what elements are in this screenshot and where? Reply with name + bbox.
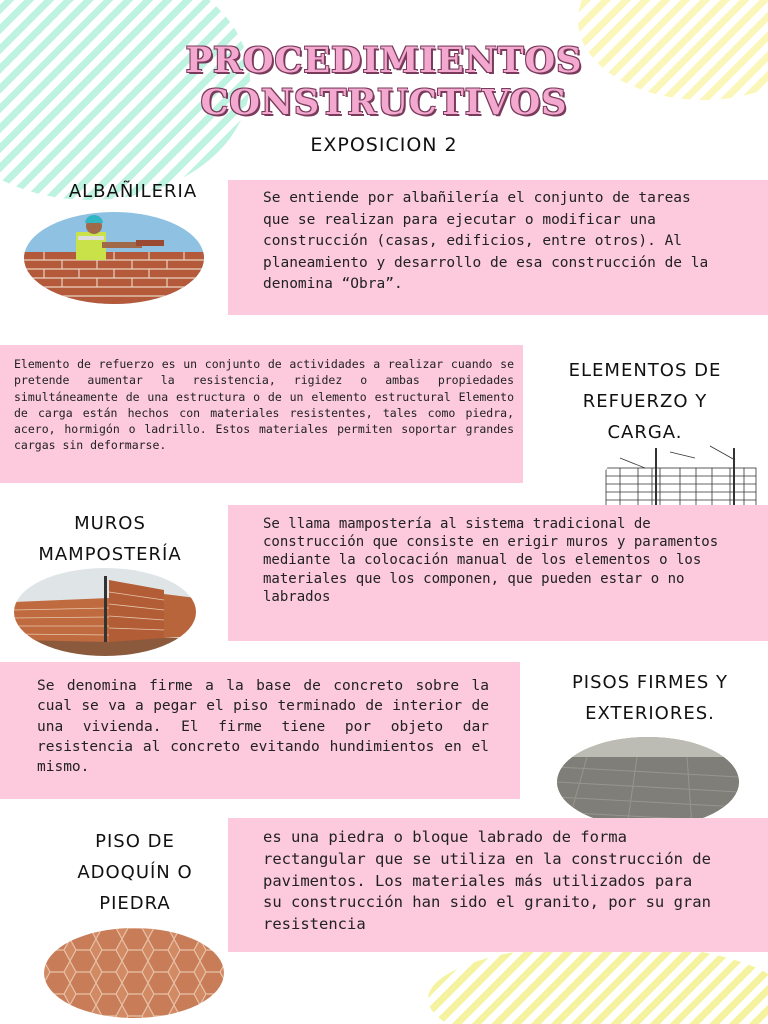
heading-elementos: ELEMENTOS DE REFUERZO Y CARGA.: [568, 360, 722, 443]
paving-stone-photo: [44, 928, 224, 1018]
text-pisos: Se denomina firme a la base de concreto sobre la cual se va a pegar el piso terminado de interior de una vivienda. El firme tiene por objeto dar resistencia al concreto evitando hundimientos en el mismo.: [37, 678, 489, 776]
page-title-line-1: PROCEDIMIENTOS: [185, 40, 583, 81]
text-muros: Se llama mampostería al sistema tradicional de construcción que consiste en erigir muros y paramentos mediante la colocación manual de los elementos o los materiales que los componen, que pueden estar o no labrados: [263, 516, 719, 605]
concrete-floor-photo: [557, 737, 739, 827]
text-albanileria: Se entiende por albañilería el conjunto de tareas que se realizan para ejecutar o modificar una construcción (casas, edificios, entre otros). Al planeamiento y desarrollo de esa construcción de la denomina “Obra”.: [263, 190, 709, 292]
masonry-wall-photo: [14, 568, 196, 656]
page-title-line-2: CONSTRUCTIVOS: [200, 82, 568, 123]
heading-adoquin: PISO DE ADOQUÍN O PIEDRA: [77, 831, 193, 914]
heading-muros: MUROS MAMPOSTERÍA: [38, 513, 182, 565]
heading-albanileria: ALBAÑILERIA: [68, 181, 198, 202]
heading-pisos: PISOS FIRMES Y EXTERIORES.: [571, 672, 729, 724]
bricklayer-photo: [24, 212, 204, 304]
text-elementos: Elemento de refuerzo es un conjunto de actividades a realizar cuando se pretende aumentar la resistencia, rigidez o ambas propiedades simultáneamente de una estructura o de un elemento estructural Elemento de carga están hechos con materiales resistentes, tales como piedra, acero, hormigón o ladrillo. Estos materiales permiten soportar grandes cargas sin deformarse.: [14, 357, 514, 453]
decorative-stripes-yellow-bottom: [428, 944, 768, 1024]
page-subtitle: EXPOSICION 2: [310, 134, 458, 156]
text-adoquin: es una piedra o bloque labrado de forma rectangular que se utiliza en la construcción de pavimentos. Los materiales más utilizados para su construcción han sido el granito, por su gran resistencia: [263, 828, 711, 934]
